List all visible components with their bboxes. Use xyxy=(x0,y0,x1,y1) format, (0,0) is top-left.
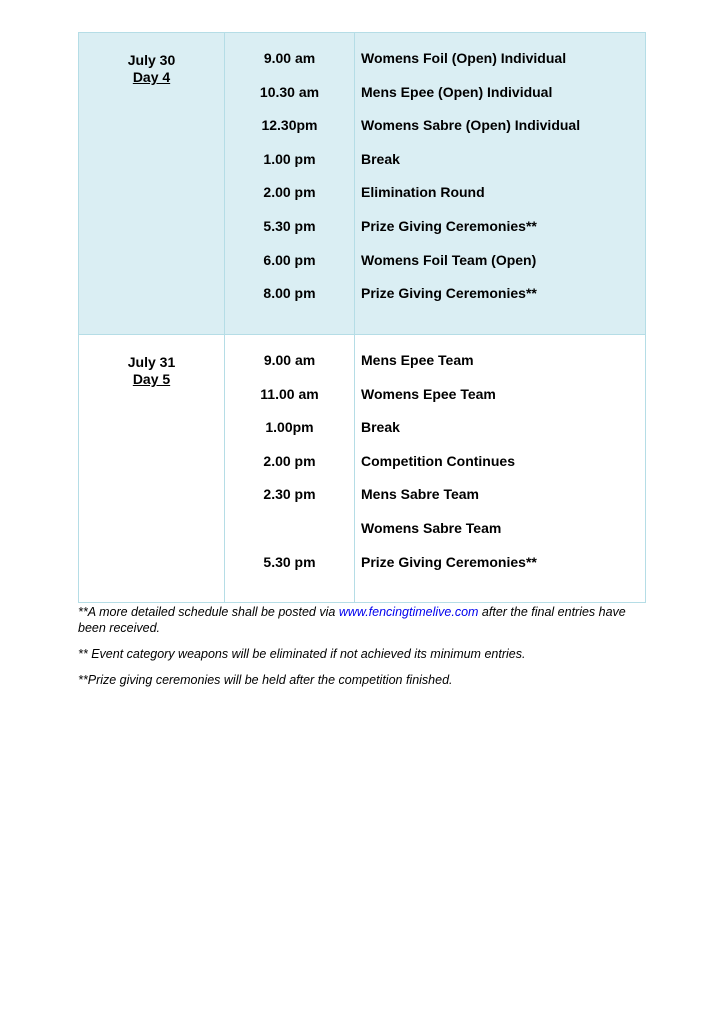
date-cell xyxy=(79,335,225,603)
footnotes xyxy=(78,604,638,698)
event-slot: Mens Epee (Open) Individual xyxy=(361,83,553,100)
date-cell xyxy=(79,33,225,335)
footnote-text: **A more detailed schedule shall be posted via xyxy=(78,605,339,619)
event-slot: Break xyxy=(361,150,400,167)
time-slot: 9.00 am xyxy=(263,352,316,368)
time-slot: 5.30 pm xyxy=(263,217,316,234)
event-slot: Mens Epee Team xyxy=(361,352,474,368)
event-slot: Prize Giving Ceremonies** xyxy=(361,217,537,234)
event-column xyxy=(355,335,646,603)
event-slot: Womens Foil (Open) Individual xyxy=(361,50,567,66)
time-slot: 9.00 am xyxy=(263,50,316,66)
day-row xyxy=(79,335,646,603)
time-column xyxy=(225,33,355,335)
date-label: July 30 xyxy=(127,52,176,68)
event-slot: Womens Foil Team (Open) xyxy=(361,251,537,268)
event-slot: Womens Epee Team xyxy=(361,385,496,402)
day-label: Day 4 xyxy=(132,69,171,85)
fencingtimelive-link[interactable]: www.fencingtimelive.com xyxy=(338,605,479,619)
time-slot: 5.30 pm xyxy=(263,553,316,570)
date-label: July 31 xyxy=(127,354,176,370)
schedule-table xyxy=(78,32,646,603)
time-slot: 2.00 pm xyxy=(263,452,316,469)
footnote-weapons: ** Event category weapons will be eliminated if not achieved its minimum entries. xyxy=(78,647,526,661)
event-slot: Prize Giving Ceremonies** xyxy=(361,285,537,302)
event-slot: Womens Sabre Team xyxy=(361,519,502,536)
time-slot: 2.30 pm xyxy=(263,486,316,503)
time-slot: 10.30 am xyxy=(259,83,320,100)
footnote-ceremonies: **Prize giving ceremonies will be held after the competition finished. xyxy=(78,673,453,687)
time-slot: 2.00 pm xyxy=(263,184,316,201)
time-slot: 8.00 pm xyxy=(263,285,316,302)
event-slot: Elimination Round xyxy=(361,184,485,201)
time-slot: 1.00 pm xyxy=(263,150,316,167)
event-slot: Prize Giving Ceremonies** xyxy=(361,553,537,570)
footnote-schedule xyxy=(78,604,638,636)
event-column xyxy=(355,33,646,335)
event-slot: Mens Sabre Team xyxy=(361,486,480,503)
time-slot xyxy=(225,520,354,554)
time-column xyxy=(225,335,355,603)
time-slot: 11.00 am xyxy=(260,385,319,402)
time-slot: 6.00 pm xyxy=(263,251,316,268)
event-slot: Womens Sabre (Open) Individual xyxy=(361,117,581,134)
time-slot: 1.00pm xyxy=(265,419,314,436)
day-row xyxy=(79,33,646,335)
event-slot: Break xyxy=(361,419,400,436)
day-label: Day 5 xyxy=(132,371,171,387)
footnote-text: after the final entries have been received. xyxy=(78,605,626,635)
event-slot: Competition Continues xyxy=(361,452,515,469)
time-slot: 12.30pm xyxy=(261,117,318,134)
